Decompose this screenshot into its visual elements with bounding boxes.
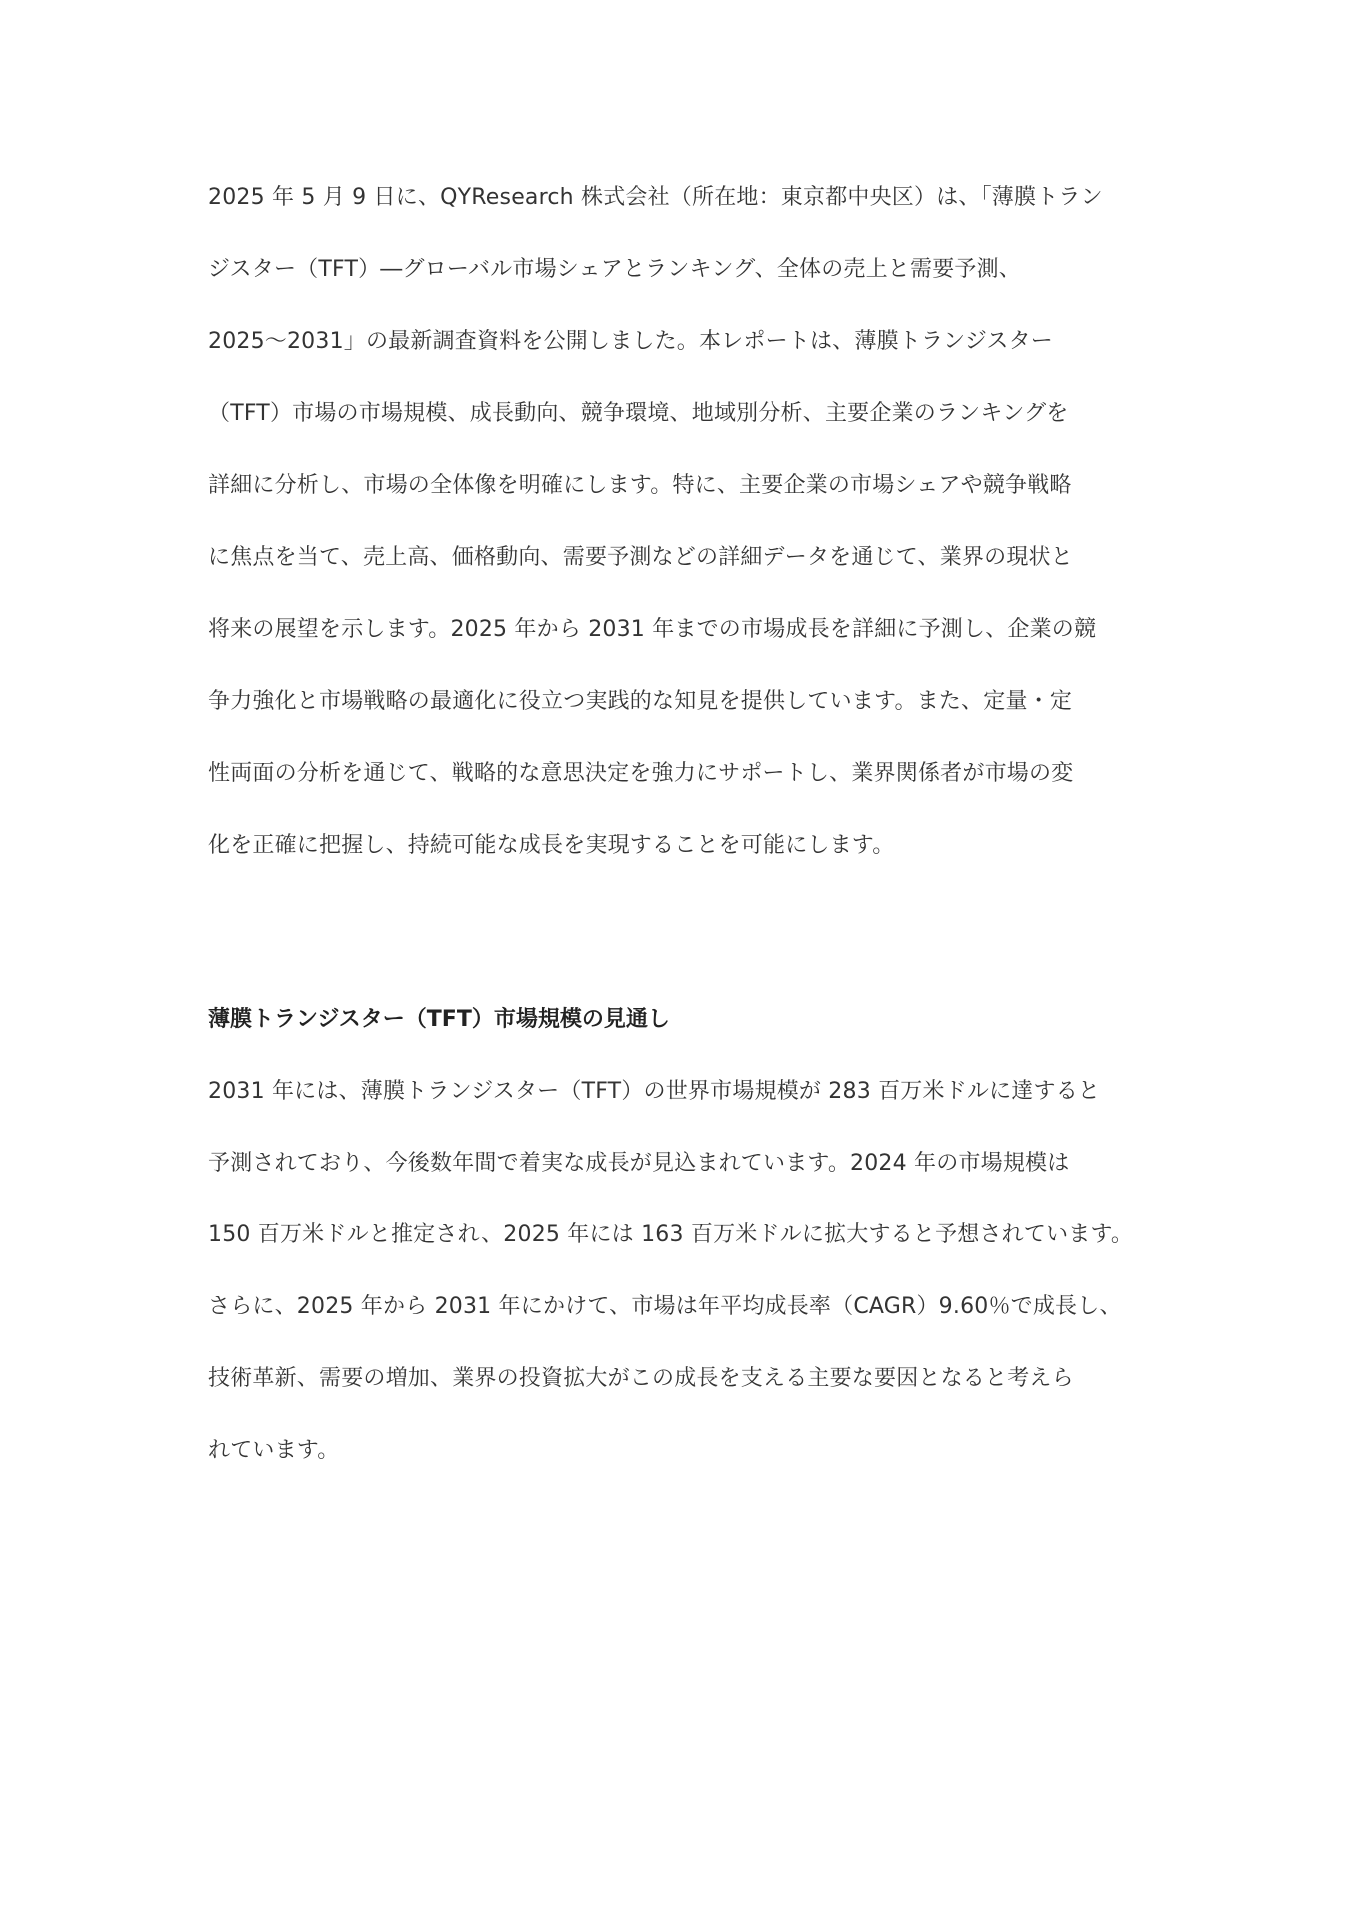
intro-paragraph-line: ジスター（TFT）―グローバル市場シェアとランキング、全体の売上と需要予測、 [208, 257, 1022, 282]
intro-paragraph-line: 詳細に分析し、市場の全体像を明確にします。特に、主要企業の市場シェアや競争戦略 [208, 473, 1072, 498]
intro-paragraph-line: 化を正確に把握し、持続可能な成長を実現することを可能にします。 [208, 833, 895, 858]
section-paragraph-line: 150 百万米ドルと推定され、2025 年には 163 百万米ドルに拡大すると予想されています。 [208, 1222, 1134, 1247]
section-paragraph-line: 2031 年には、薄膜トランジスター（TFT）の世界市場規模が 283 百万米ドルに達すると [208, 1079, 1101, 1104]
section-paragraph-line: 技術革新、需要の増加、業界の投資拡大がこの成長を支える主要な要因となると考えら [208, 1366, 1074, 1391]
section-paragraph-line: れています。 [208, 1438, 340, 1463]
intro-paragraph-line: 2025～2031」の最新調査資料を公開しました。本レポートは、薄膜トランジスター [208, 329, 1053, 354]
section-paragraph-line: さらに、2025 年から 2031 年にかけて、市場は年平均成長率（CAGR）9.60％で成長し、 [208, 1294, 1122, 1319]
intro-paragraph-line: 争力強化と市場戦略の最適化に役立つ実践的な知見を提供しています。また、定量・定 [208, 689, 1073, 714]
intro-paragraph-line: 2025 年 5 月 9 日に、QYResearch 株式会社（所在地：東京都中央区）は、「薄膜トラン [208, 185, 1103, 210]
intro-paragraph-line: （TFT）市場の市場規模、成長動向、競争環境、地域別分析、主要企業のランキングを [208, 401, 1069, 426]
intro-paragraph-line: に焦点を当て、売上高、価格動向、需要予測などの詳細データを通じて、業界の現状と [208, 545, 1073, 570]
intro-paragraph-line: 性両面の分析を通じて、戦略的な意思決定を強力にサポートし、業界関係者が市場の変 [208, 761, 1074, 786]
section-heading: 薄膜トランジスター（TFT）市場規模の見通し [208, 1007, 670, 1032]
intro-paragraph-line: 将来の展望を示します。2025 年から 2031 年までの市場成長を詳細に予測し、企業の競 [208, 617, 1097, 642]
section-paragraph-line: 予測されており、今後数年間で着実な成長が見込まれています。2024 年の市場規模は [208, 1151, 1070, 1176]
